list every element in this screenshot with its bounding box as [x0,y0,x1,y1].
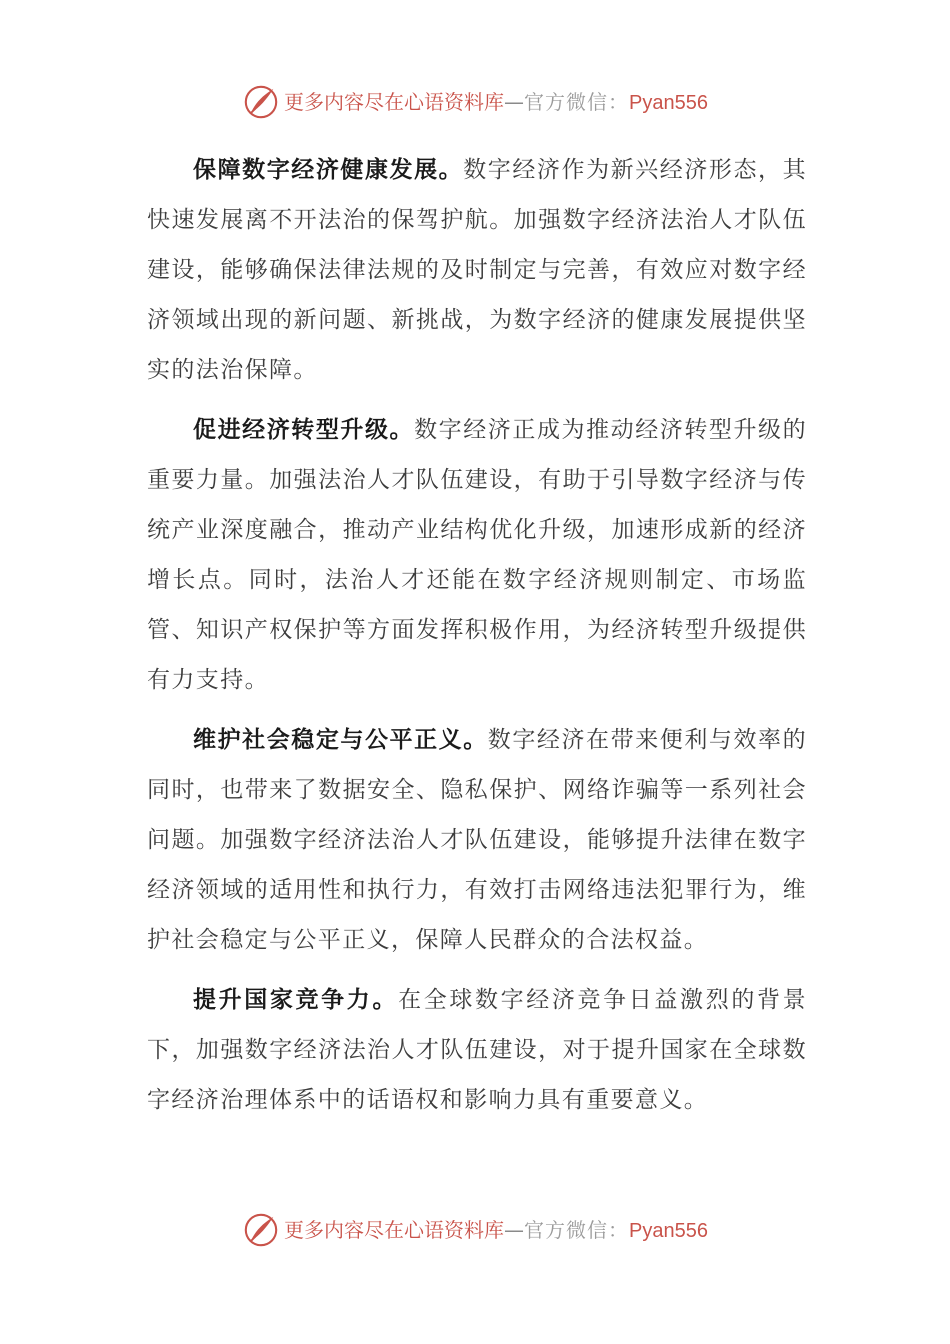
paragraph-text: 数字经济作为新兴经济形态，其快速发展离不开法治的保驾护航。加强数字经济法治人才队伍建设，能够确保法律法规的及时制定与完善，有效应对数字经济领域出现的新问题、新挑战，为数字经济的健康发展提供坚实的法治保障。 [147,157,807,383]
document-body [147,145,807,1135]
watermark-dash: — [504,89,525,114]
paragraph-heading: 促进经济转型升级。 [193,417,415,443]
watermark-wechat-id: Pyan556 [629,91,708,114]
paragraph-2 [147,405,807,705]
watermark-wechat-id: Pyan556 [629,1219,708,1242]
watermark-lead: 更多内容尽在心语资料库 [284,1217,505,1242]
watermark-dash: — [504,1217,525,1242]
paragraph-text: 在全球数字经济竞争日益激烈的背景下，加强数字经济法治人才队伍建设，对于提升国家在全球数字经济治理体系中的话语权和影响力具有重要意义。 [147,987,807,1113]
paragraph-heading: 提升国家竞争力。 [193,987,399,1013]
paragraph-4 [147,975,807,1125]
paragraph-3 [147,715,807,965]
watermark-footer [0,1210,950,1250]
paragraph-text: 数字经济正成为推动经济转型升级的重要力量。加强法治人才队伍建设，有助于引导数字经济与传统产业深度融合，推动产业结构优化升级，加速形成新的经济增长点。同时，法治人才还能在数字经济规则制定、市场监管、知识产权保护等方面发挥积极作用，为经济转型升级提供有力支持。 [147,417,807,693]
paragraph-heading: 保障数字经济健康发展。 [193,157,464,183]
quill-logo-icon [242,1211,280,1249]
paragraph-heading: 维护社会稳定与公平正义。 [193,727,488,753]
watermark-wechat-label: 官方微信： [524,89,630,114]
paragraph-1 [147,145,807,395]
paragraph-text: 数字经济在带来便利与效率的同时，也带来了数据安全、隐私保护、网络诈骗等一系列社会问题。加强数字经济法治人才队伍建设，能够提升法律在数字经济领域的适用性和执行力，有效打击网络违法犯罪行为，维护社会稳定与公平正义，保障人民群众的合法权益。 [147,727,807,953]
watermark-lead: 更多内容尽在心语资料库 [284,89,505,114]
watermark-header [0,82,950,122]
quill-logo-icon [242,83,280,121]
watermark-wechat-label: 官方微信： [524,1217,630,1242]
